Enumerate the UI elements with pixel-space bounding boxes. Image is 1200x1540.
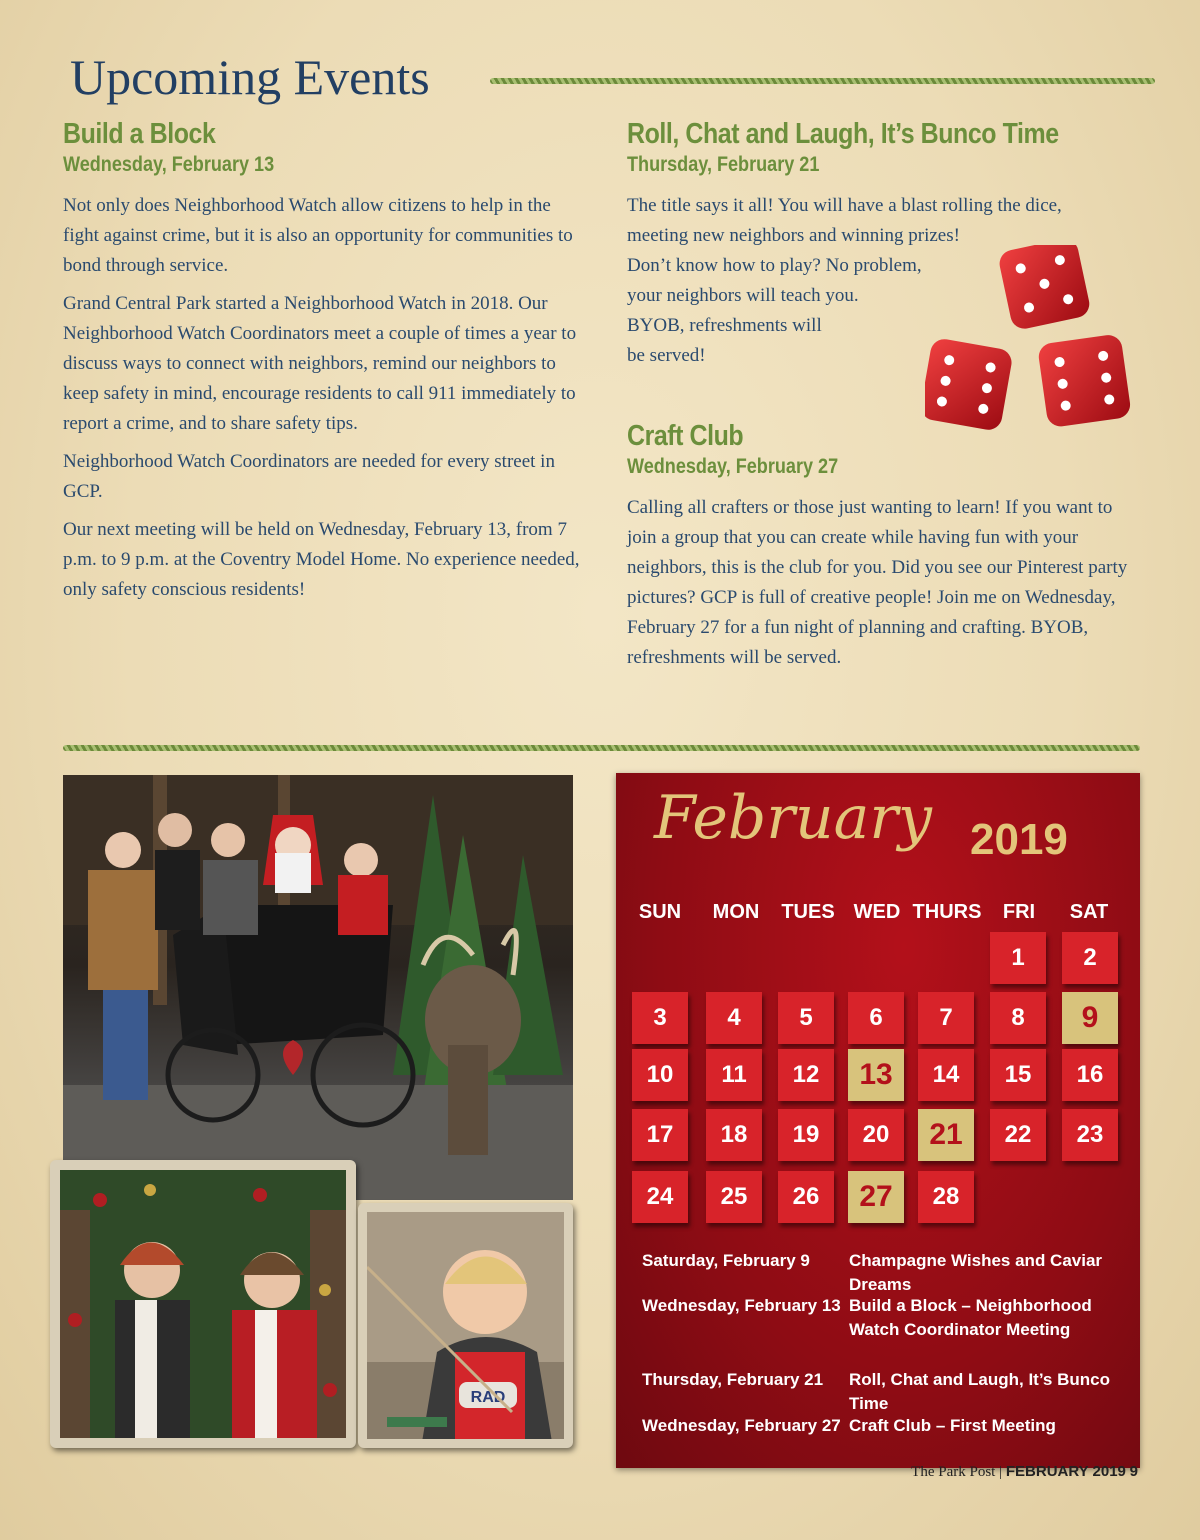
event-line: your neighbors will teach you. (627, 285, 859, 306)
wreath-photo (50, 1160, 356, 1448)
sleigh-santa-photo (63, 775, 573, 1200)
february-calendar (616, 773, 1140, 1468)
event-line: BYOB, refreshments will (627, 315, 822, 336)
weekday-label: MON (712, 901, 760, 923)
event-paragraph: Calling all crafters or those just wanting to learn! If you want to join a group that you can create while having fun with your neighbors, this is the club for you. Did you see our Pinterest party pictures? GCP is full of creative people! Join me on Wednesday, February 27 for a fun night of planning and crafting. BYOB, refreshments will be served. (627, 497, 1128, 668)
shirt-text: RAD (470, 1389, 506, 1406)
calendar-day-12: 12 (778, 1049, 834, 1101)
calendar-event-date: Wednesday, February 13 (642, 1296, 841, 1315)
calendar-event-name: Champagne Wishes and Caviar Dreams (849, 1251, 1103, 1294)
calendar-day-21: 21 (918, 1109, 974, 1161)
boy-photo (358, 1203, 573, 1448)
footer-page-number: 9 (1129, 1463, 1138, 1480)
calendar-day-3: 3 (632, 992, 688, 1044)
event-craft-club (627, 420, 1142, 681)
calendar-day-2: 2 (1062, 932, 1118, 984)
dice-illustration (925, 245, 1135, 440)
calendar-event-date: Wednesday, February 27 (642, 1416, 841, 1435)
calendar-month: February (654, 783, 932, 853)
event-date: Wednesday, February 27 (627, 455, 839, 478)
calendar-day-24: 24 (632, 1171, 688, 1223)
calendar-day-15: 15 (990, 1049, 1046, 1101)
page-footer: The Park Post | FEBRUARY 2019 9 (911, 1463, 1138, 1480)
calendar-day-27: 27 (848, 1171, 904, 1223)
calendar-day-4: 4 (706, 992, 762, 1044)
event-paragraph: Neighborhood Watch Coordinators are needed for every street in GCP. (63, 451, 555, 502)
calendar-year: 2019 (970, 815, 1068, 864)
event-date: Thursday, February 21 (627, 153, 820, 176)
event-line: be served! (627, 345, 706, 366)
die-left (925, 337, 1014, 432)
event-date: Wednesday, February 13 (63, 153, 275, 176)
calendar-day-14: 14 (918, 1049, 974, 1101)
calendar-day-9: 9 (1062, 992, 1118, 1044)
weekday-label: SUN (638, 901, 682, 923)
calendar-day-16: 16 (1062, 1049, 1118, 1101)
weekday-label: FRI (1002, 901, 1036, 923)
weekday-label: WED (853, 901, 901, 923)
calendar-event-name: Build a Block – Neighborhood Watch Coordinator Meeting (849, 1296, 1092, 1339)
event-paragraph: Not only does Neighborhood Watch allow citizens to help in the fight against crime, but it is also an opportunity for communities to bond through service. (63, 195, 573, 276)
calendar-day-19: 19 (778, 1109, 834, 1161)
calendar-event-date: Saturday, February 9 (642, 1251, 810, 1270)
event-paragraph: Grand Central Park started a Neighborhood Watch in 2018. Our Neighborhood Watch Coordinators meet a couple of times a year to discuss ways to connect with neighbors, remind our neighbors to keep safety in mind, encourage residents to call 911 immediately to report a crime, and to share safety tips. (63, 293, 577, 434)
event-title: Craft Club (627, 420, 744, 452)
weekday-label: TUES (781, 901, 835, 923)
page-title: Upcoming Events (70, 49, 430, 105)
event-line: Don’t know how to play? No problem, (627, 255, 922, 276)
calendar-day-5: 5 (778, 992, 834, 1044)
weekday-label: THURS (912, 901, 982, 923)
section-rope-divider (63, 745, 1140, 751)
calendar-event-name: Craft Club – First Meeting (849, 1416, 1056, 1435)
calendar-day-13: 13 (848, 1049, 904, 1101)
calendar-day-10: 10 (632, 1049, 688, 1101)
die-top (997, 245, 1092, 331)
calendar-day-11: 11 (706, 1049, 762, 1101)
calendar-day-18: 18 (706, 1109, 762, 1161)
header-rope-divider (490, 78, 1155, 84)
calendar-day-26: 26 (778, 1171, 834, 1223)
calendar-day-23: 23 (1062, 1109, 1118, 1161)
event-line: The title says it all! You will have a blast rolling the dice, (627, 195, 1062, 216)
calendar-day-7: 7 (918, 992, 974, 1044)
event-title: Roll, Chat and Laugh, It’s Bunco Time (627, 118, 1059, 150)
calendar-day-1: 1 (990, 932, 1046, 984)
footer-issue: FEBRUARY 2019 (1005, 1463, 1126, 1480)
weekday-label: SAT (1069, 901, 1109, 923)
calendar-day-20: 20 (848, 1109, 904, 1161)
event-line: meeting new neighbors and winning prizes! (627, 225, 960, 246)
calendar-day-25: 25 (706, 1171, 762, 1223)
calendar-day-6: 6 (848, 992, 904, 1044)
event-title: Build a Block (63, 118, 216, 150)
calendar-event-date: Thursday, February 21 (642, 1370, 824, 1389)
calendar-event-name: Roll, Chat and Laugh, It’s Bunco Time (849, 1370, 1110, 1413)
die-right (1037, 333, 1132, 428)
calendar-day-28: 28 (918, 1171, 974, 1223)
event-paragraph: Our next meeting will be held on Wednesday, February 13, from 7 p.m. to 9 p.m. at the Coventry Model Home. No experience needed, only safety conscious residents! (63, 519, 580, 600)
calendar-day-22: 22 (990, 1109, 1046, 1161)
calendar-day-17: 17 (632, 1109, 688, 1161)
calendar-day-8: 8 (990, 992, 1046, 1044)
event-build-a-block (63, 118, 583, 613)
footer-publication: The Park Post (911, 1464, 996, 1480)
